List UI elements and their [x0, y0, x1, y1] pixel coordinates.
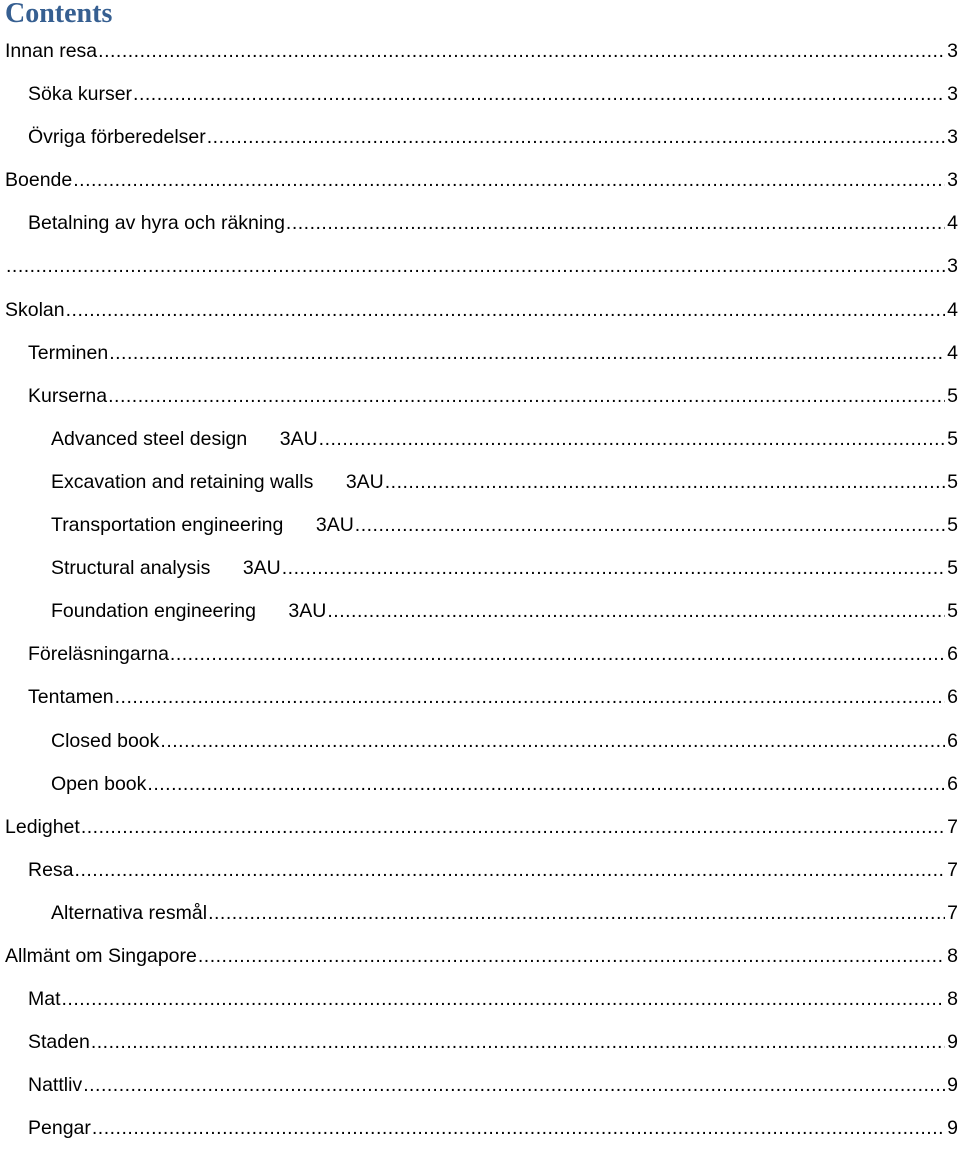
toc-entry-text: Pengar — [28, 1117, 91, 1140]
dot-leader — [282, 556, 945, 580]
toc-entry-text: Tentamen — [28, 686, 114, 709]
toc-page-number: 5 — [947, 470, 958, 493]
toc-entry[interactable] — [0, 1064, 960, 1107]
dot-leader — [385, 470, 945, 494]
toc-page-number: 8 — [947, 988, 958, 1011]
toc-entry-text: Advanced steel design 3AU — [51, 427, 318, 450]
dot-leader — [207, 125, 945, 149]
toc-entry[interactable] — [0, 676, 960, 719]
dot-leader — [108, 384, 945, 408]
toc-entry-text: Alternativa resmål — [51, 901, 208, 924]
toc-page-number: 3 — [947, 40, 958, 62]
dot-leader — [83, 1073, 945, 1097]
toc-entry[interactable] — [0, 116, 960, 159]
toc-page-number: 4 — [947, 212, 958, 235]
toc-entry[interactable] — [0, 504, 960, 547]
toc-entry[interactable] — [0, 30, 960, 73]
dot-leader — [66, 298, 946, 322]
toc-page-number: 7 — [947, 901, 958, 924]
toc-entry[interactable] — [0, 375, 960, 418]
dot-leader — [62, 987, 946, 1011]
dot-leader — [75, 858, 946, 882]
toc-entry-text: Nattliv — [28, 1074, 83, 1097]
toc-entry[interactable] — [0, 1021, 960, 1064]
toc-entry[interactable] — [0, 978, 960, 1021]
dot-leader — [208, 901, 945, 925]
toc-entry[interactable] — [0, 461, 960, 504]
toc-entry-text: Ledighet — [5, 815, 80, 838]
toc-entry[interactable] — [0, 159, 960, 202]
toc-entry[interactable] — [0, 633, 960, 676]
toc-page-number: 8 — [947, 944, 958, 967]
toc-page-number: 5 — [947, 384, 958, 407]
toc-page-number: 4 — [947, 341, 958, 364]
toc-heading: Contents — [5, 0, 113, 29]
dot-leader — [198, 944, 945, 968]
dot-leader — [327, 599, 945, 623]
toc-entry[interactable] — [0, 202, 960, 245]
dot-leader — [115, 685, 946, 709]
toc-entry-text: Staden — [28, 1031, 90, 1054]
dot-leader — [286, 211, 945, 235]
toc-entry[interactable] — [0, 332, 960, 375]
toc-entry-text: Övriga förberedelser — [28, 126, 206, 149]
toc-page-number: 4 — [947, 298, 958, 321]
dot-leader — [147, 772, 945, 796]
toc-entry-text: Allmänt om Singapore — [5, 944, 197, 967]
toc-entry-text: Excavation and retaining walls 3AU — [51, 470, 384, 493]
table-of-contents — [0, 30, 960, 1150]
toc-page-number: 6 — [947, 686, 958, 709]
toc-entry[interactable] — [0, 935, 960, 978]
toc-entry[interactable] — [0, 763, 960, 806]
toc-page-number: 9 — [947, 1074, 958, 1097]
dot-leader — [73, 168, 945, 192]
toc-entry-text: Terminen — [28, 341, 109, 364]
toc-entry[interactable] — [0, 73, 960, 116]
toc-page-number: 9 — [947, 1117, 958, 1140]
toc-page-number: 7 — [947, 858, 958, 881]
toc-entry-text: Structural analysis 3AU — [51, 557, 281, 580]
toc-page-number: 5 — [947, 557, 958, 580]
toc-entry[interactable] — [0, 418, 960, 461]
dot-leader — [109, 341, 945, 365]
toc-page-number: 7 — [947, 815, 958, 838]
toc-page-number: 5 — [947, 427, 958, 450]
toc-page-number: 3 — [947, 83, 958, 106]
toc-entry-text: Kurserna — [28, 384, 108, 407]
dot-leader — [6, 254, 945, 278]
toc-page-number: 6 — [947, 772, 958, 795]
toc-entry[interactable] — [0, 245, 960, 288]
toc-entry-text: Foundation engineering 3AU — [51, 600, 327, 623]
dot-leader — [92, 1116, 945, 1140]
toc-page-number: 6 — [947, 729, 958, 752]
toc-entry-text: Söka kurser — [28, 83, 133, 106]
toc-entry[interactable] — [0, 547, 960, 590]
toc-page-number: 3 — [947, 255, 958, 278]
toc-entry[interactable] — [0, 849, 960, 892]
toc-entry-text: Boende — [5, 169, 73, 192]
toc-entry[interactable] — [0, 289, 960, 332]
toc-page-number: 9 — [947, 1031, 958, 1054]
dot-leader — [160, 729, 945, 753]
toc-entry-text: Föreläsningarna — [28, 643, 169, 666]
toc-entry-text: Innan resa — [5, 40, 98, 62]
toc-entry[interactable] — [0, 590, 960, 633]
toc-entry-text: Betalning av hyra och räkning — [28, 212, 285, 235]
dot-leader — [133, 82, 945, 106]
toc-page-number: 3 — [947, 169, 958, 192]
dot-leader — [319, 427, 945, 451]
dot-leader — [355, 513, 945, 537]
dot-leader — [91, 1030, 945, 1054]
toc-entry-text: Resa — [28, 858, 74, 881]
dot-leader — [170, 642, 945, 666]
toc-entry[interactable] — [0, 806, 960, 849]
toc-entry-text: Closed book — [51, 729, 160, 752]
toc-page-number: 6 — [947, 643, 958, 666]
toc-page-number: 5 — [947, 600, 958, 623]
dot-leader — [81, 815, 945, 839]
toc-entry[interactable] — [0, 720, 960, 763]
toc-page-number: 5 — [947, 514, 958, 537]
toc-entry-text: Transportation engineering 3AU — [51, 514, 354, 537]
toc-entry-text: Open book — [51, 772, 147, 795]
toc-entry[interactable] — [0, 892, 960, 935]
toc-page-number: 3 — [947, 126, 958, 149]
toc-entry-text: Mat — [28, 988, 61, 1011]
dot-leader — [98, 39, 945, 63]
toc-entry[interactable] — [0, 1107, 960, 1150]
toc-entry-text: Skolan — [5, 298, 65, 321]
